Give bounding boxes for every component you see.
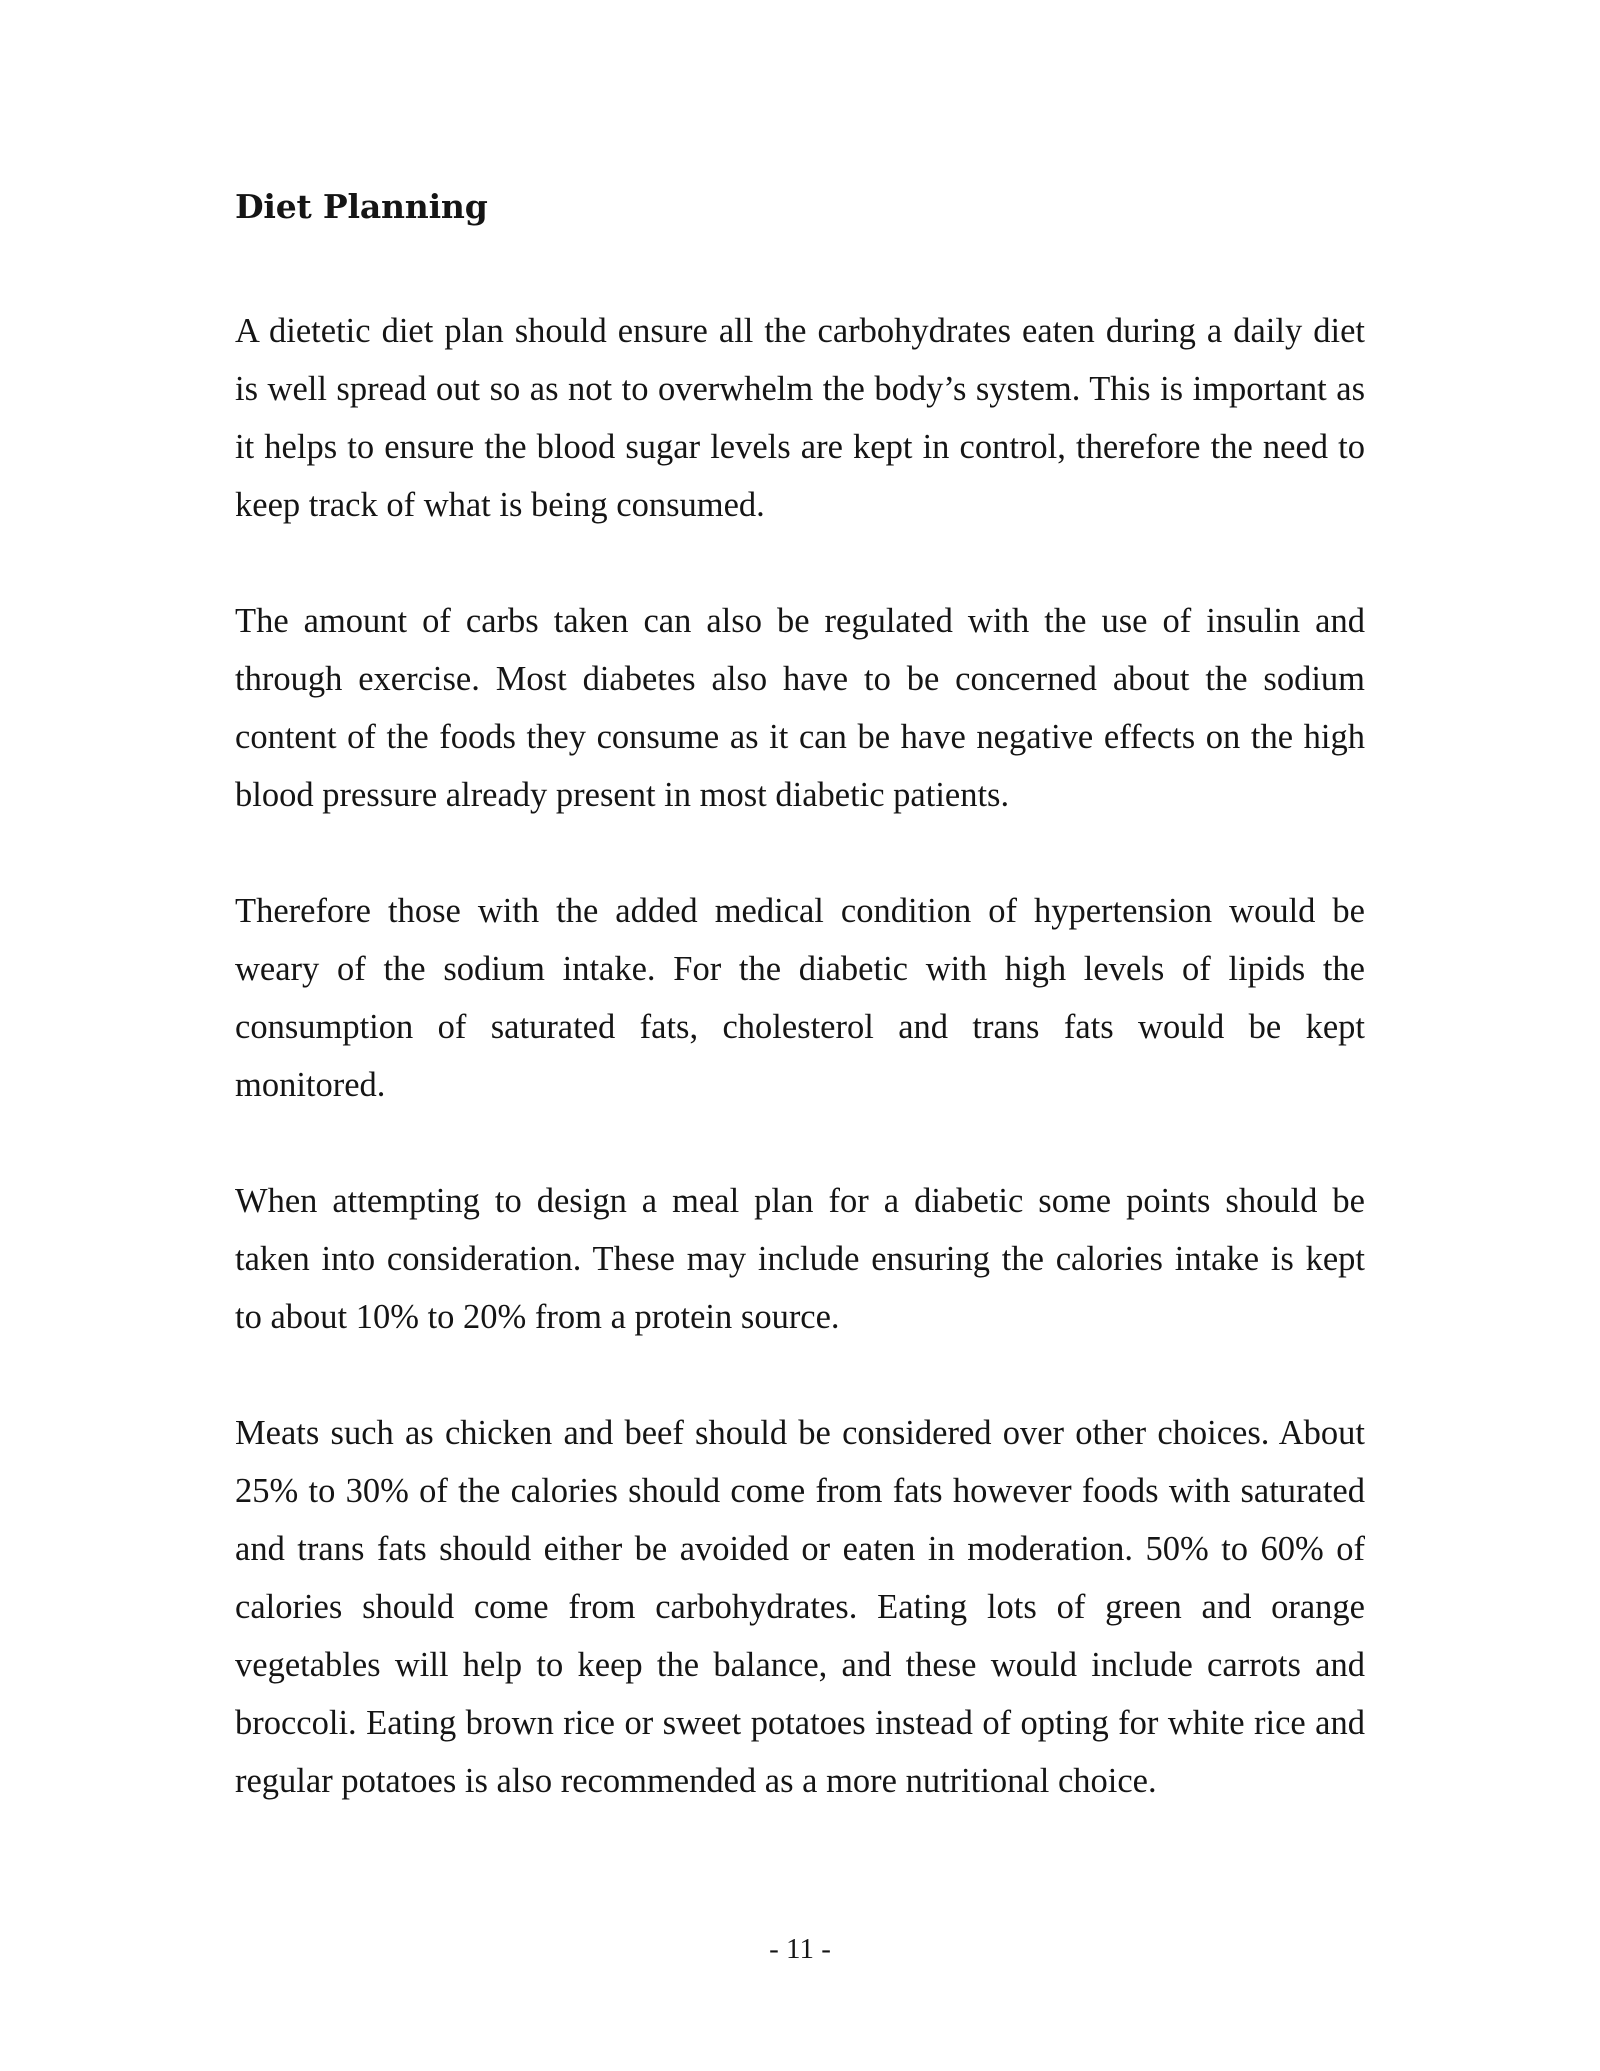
paragraph-meats-fats-carbs: Meats such as chicken and beef should be considered over other choices. About 25% to 30% of the calories should come from fats however foods with saturated and trans fats should either be avoided or eaten in moderation. 50% to 60% of calories should come from carbohydrates. Eating lots of green and orange vegetables will help to keep the balance, and these would include carrots and broccoli. Eating brown rice or sweet potatoes instead of opting for white rice and regular potatoes is also recommended as a more nutritional choice.	[235, 1414, 1365, 1800]
paragraph-hypertension-lipids: Therefore those with the added medical condition of hypertension would be weary of the sodium intake. For the diabetic with high levels of lipids the consumption of saturated fats, cholesterol and trans fats would be kept monitored.	[235, 892, 1365, 1104]
paragraph-meal-plan-protein: When attempting to design a meal plan for a diabetic some points should be taken into consideration. These may include ensuring the calories intake is kept to about 10% to 20% from a protein source.	[235, 1182, 1365, 1336]
paragraph-carbohydrate-spread: A dietetic diet plan should ensure all the carbohydrates eaten during a daily diet is well spread out so as not to overwhelm the body’s system. This is important as it helps to ensure the blood sugar levels are kept in control, therefore the need to keep track of what is being consumed.	[235, 312, 1365, 524]
paragraph-insulin-exercise-sodium: The amount of carbs taken can also be regulated with the use of insulin and through exercise. Most diabetes also have to be concerned about the sodium content of the foods they consume as it can be have negative effects on the high blood pressure already present in most diabetic patients.	[235, 602, 1365, 814]
page-content	[235, 183, 1365, 1810]
section-heading: Diet Planning	[235, 187, 488, 226]
page-number: - 11 -	[769, 1933, 831, 1965]
